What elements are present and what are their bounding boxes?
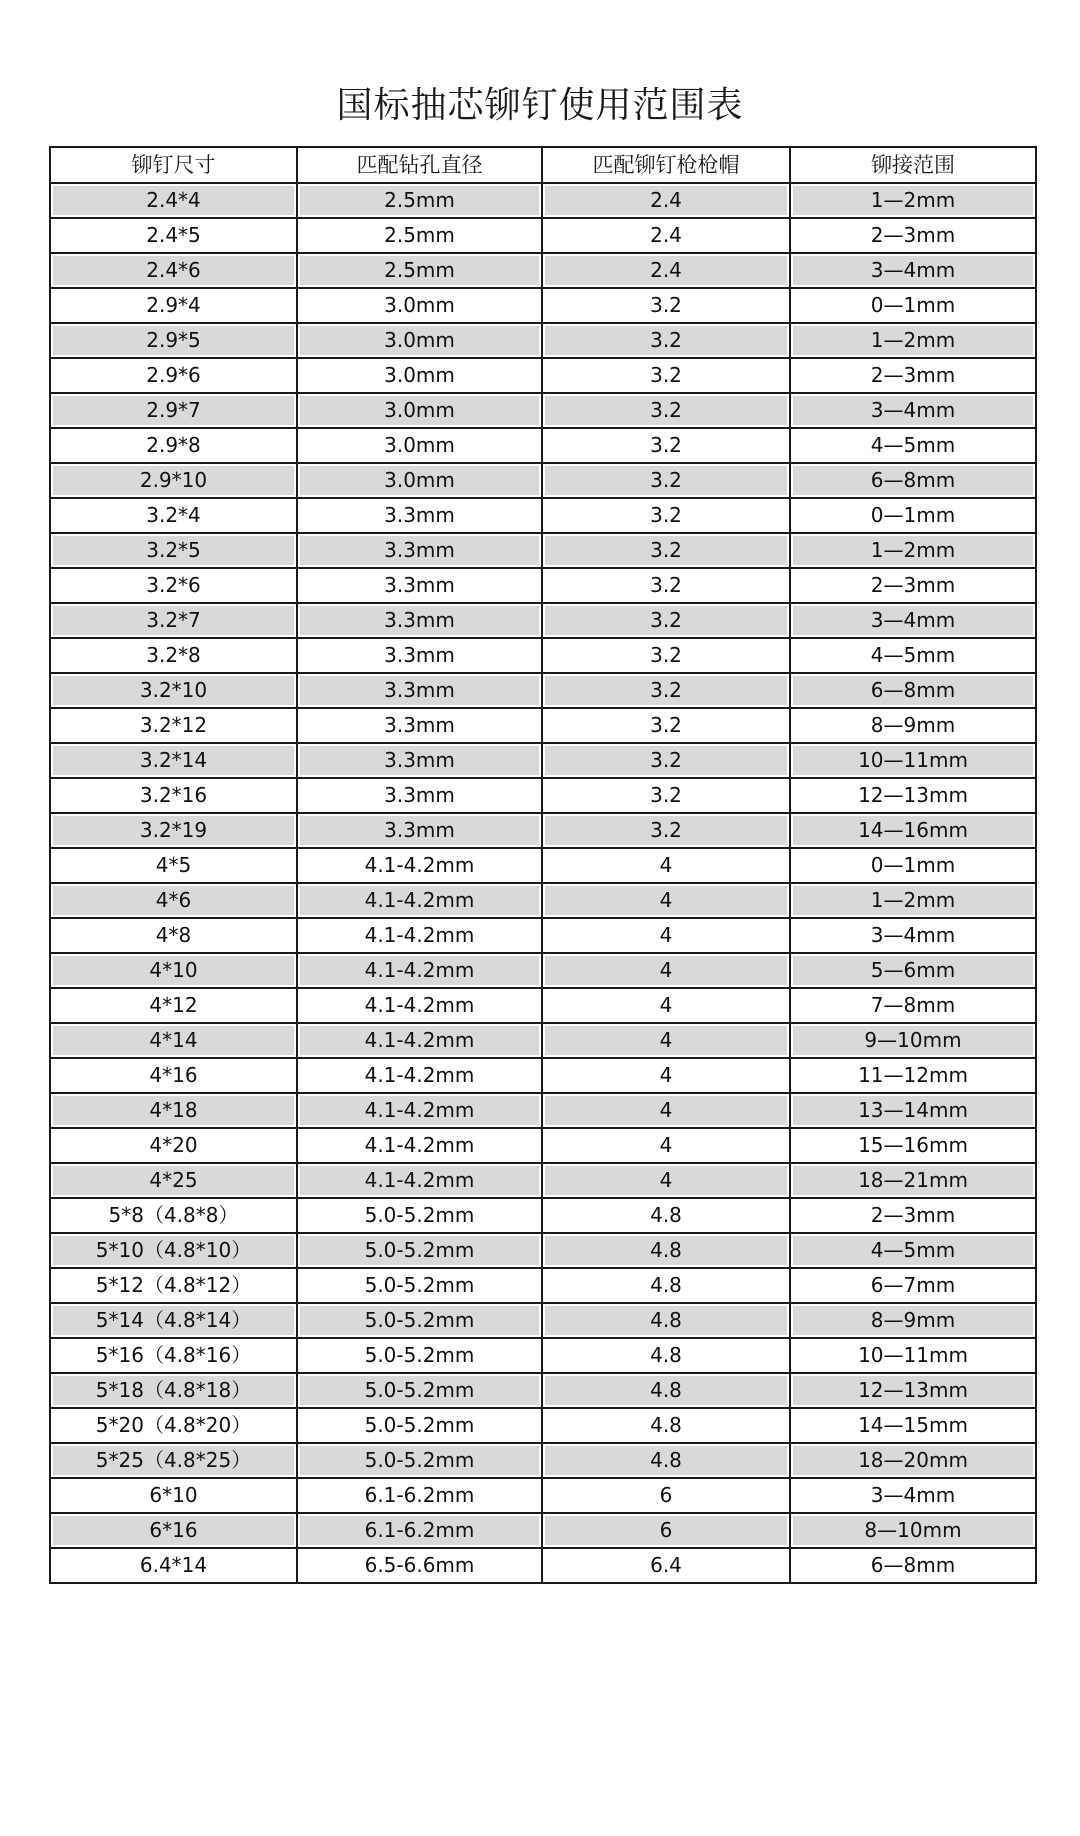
cell-grip-range: 0—1mm	[790, 848, 1036, 883]
cell-drill-diameter: 3.3mm	[297, 498, 542, 533]
cell-rivet-size: 2.4*5	[50, 218, 297, 253]
cell-rivet-size: 4*12	[50, 988, 297, 1023]
table-row	[50, 848, 1036, 883]
cell-gun-nozzle: 3.2	[542, 323, 790, 358]
table-row	[50, 1548, 1036, 1583]
header-drill-diameter: 匹配钻孔直径	[297, 147, 542, 183]
cell-drill-diameter: 3.0mm	[297, 358, 542, 393]
cell-rivet-size: 2.9*5	[50, 323, 297, 358]
cell-gun-nozzle: 4.8	[542, 1373, 790, 1408]
cell-grip-range: 4—5mm	[790, 638, 1036, 673]
table-row	[50, 918, 1036, 953]
cell-gun-nozzle: 3.2	[542, 498, 790, 533]
table-row	[50, 1128, 1036, 1163]
cell-gun-nozzle: 3.2	[542, 743, 790, 778]
table-row	[50, 988, 1036, 1023]
cell-rivet-size: 3.2*16	[50, 778, 297, 813]
cell-drill-diameter: 2.5mm	[297, 183, 542, 218]
cell-rivet-size: 2.9*4	[50, 288, 297, 323]
cell-rivet-size: 5*12（4.8*12）	[50, 1268, 297, 1303]
cell-grip-range: 3—4mm	[790, 918, 1036, 953]
cell-grip-range: 10—11mm	[790, 743, 1036, 778]
cell-gun-nozzle: 4	[542, 1128, 790, 1163]
cell-drill-diameter: 5.0-5.2mm	[297, 1198, 542, 1233]
cell-drill-diameter: 4.1-4.2mm	[297, 918, 542, 953]
cell-grip-range: 6—8mm	[790, 463, 1036, 498]
table-row	[50, 1408, 1036, 1443]
cell-gun-nozzle: 4.8	[542, 1198, 790, 1233]
cell-rivet-size: 4*18	[50, 1093, 297, 1128]
cell-rivet-size: 4*25	[50, 1163, 297, 1198]
cell-grip-range: 18—21mm	[790, 1163, 1036, 1198]
table-row	[50, 638, 1036, 673]
table-row	[50, 673, 1036, 708]
cell-grip-range: 6—8mm	[790, 1548, 1036, 1583]
cell-gun-nozzle: 4	[542, 1058, 790, 1093]
cell-rivet-size: 4*5	[50, 848, 297, 883]
cell-drill-diameter: 6.1-6.2mm	[297, 1513, 542, 1548]
header-grip-range: 铆接范围	[790, 147, 1036, 183]
cell-grip-range: 8—9mm	[790, 708, 1036, 743]
cell-gun-nozzle: 4	[542, 953, 790, 988]
cell-grip-range: 2—3mm	[790, 218, 1036, 253]
cell-grip-range: 15—16mm	[790, 1128, 1036, 1163]
cell-drill-diameter: 3.0mm	[297, 323, 542, 358]
cell-gun-nozzle: 3.2	[542, 603, 790, 638]
table-row	[50, 1198, 1036, 1233]
cell-drill-diameter: 4.1-4.2mm	[297, 1023, 542, 1058]
cell-gun-nozzle: 3.2	[542, 463, 790, 498]
cell-grip-range: 12—13mm	[790, 778, 1036, 813]
cell-gun-nozzle: 4.8	[542, 1303, 790, 1338]
cell-grip-range: 13—14mm	[790, 1093, 1036, 1128]
cell-grip-range: 14—15mm	[790, 1408, 1036, 1443]
cell-gun-nozzle: 3.2	[542, 638, 790, 673]
cell-grip-range: 7—8mm	[790, 988, 1036, 1023]
cell-gun-nozzle: 4.8	[542, 1338, 790, 1373]
cell-gun-nozzle: 3.2	[542, 288, 790, 323]
cell-gun-nozzle: 4	[542, 988, 790, 1023]
cell-drill-diameter: 5.0-5.2mm	[297, 1408, 542, 1443]
cell-rivet-size: 2.9*8	[50, 428, 297, 463]
cell-drill-diameter: 4.1-4.2mm	[297, 1128, 542, 1163]
cell-gun-nozzle: 3.2	[542, 568, 790, 603]
cell-grip-range: 1—2mm	[790, 323, 1036, 358]
table-row	[50, 1303, 1036, 1338]
cell-rivet-size: 2.4*6	[50, 253, 297, 288]
table-row	[50, 463, 1036, 498]
cell-drill-diameter: 3.0mm	[297, 428, 542, 463]
cell-gun-nozzle: 3.2	[542, 708, 790, 743]
cell-drill-diameter: 3.3mm	[297, 603, 542, 638]
cell-rivet-size: 5*8（4.8*8）	[50, 1198, 297, 1233]
cell-drill-diameter: 5.0-5.2mm	[297, 1268, 542, 1303]
table-row	[50, 533, 1036, 568]
table-row	[50, 218, 1036, 253]
cell-rivet-size: 5*18（4.8*18）	[50, 1373, 297, 1408]
table-row	[50, 323, 1036, 358]
cell-gun-nozzle: 4.8	[542, 1233, 790, 1268]
cell-rivet-size: 2.9*7	[50, 393, 297, 428]
cell-grip-range: 14—16mm	[790, 813, 1036, 848]
cell-drill-diameter: 5.0-5.2mm	[297, 1338, 542, 1373]
cell-drill-diameter: 5.0-5.2mm	[297, 1373, 542, 1408]
cell-grip-range: 10—11mm	[790, 1338, 1036, 1373]
cell-rivet-size: 6*10	[50, 1478, 297, 1513]
table-header-row	[50, 147, 1036, 183]
cell-rivet-size: 3.2*19	[50, 813, 297, 848]
table-row	[50, 953, 1036, 988]
table-row	[50, 1093, 1036, 1128]
cell-rivet-size: 2.9*10	[50, 463, 297, 498]
table-row	[50, 743, 1036, 778]
table-row	[50, 253, 1036, 288]
cell-drill-diameter: 6.5-6.6mm	[297, 1548, 542, 1583]
cell-rivet-size: 3.2*5	[50, 533, 297, 568]
cell-rivet-size: 5*16（4.8*16）	[50, 1338, 297, 1373]
cell-rivet-size: 3.2*12	[50, 708, 297, 743]
cell-grip-range: 2—3mm	[790, 358, 1036, 393]
cell-rivet-size: 5*10（4.8*10）	[50, 1233, 297, 1268]
cell-drill-diameter: 3.3mm	[297, 568, 542, 603]
table-row	[50, 288, 1036, 323]
table-row	[50, 358, 1036, 393]
cell-gun-nozzle: 4	[542, 918, 790, 953]
cell-grip-range: 3—4mm	[790, 253, 1036, 288]
cell-drill-diameter: 4.1-4.2mm	[297, 988, 542, 1023]
cell-rivet-size: 2.4*4	[50, 183, 297, 218]
cell-rivet-size: 3.2*10	[50, 673, 297, 708]
cell-rivet-size: 3.2*8	[50, 638, 297, 673]
table-row	[50, 1268, 1036, 1303]
cell-drill-diameter: 2.5mm	[297, 218, 542, 253]
table-row	[50, 568, 1036, 603]
cell-drill-diameter: 3.3mm	[297, 743, 542, 778]
cell-gun-nozzle: 4	[542, 883, 790, 918]
cell-drill-diameter: 4.1-4.2mm	[297, 848, 542, 883]
cell-gun-nozzle: 3.2	[542, 393, 790, 428]
cell-grip-range: 1—2mm	[790, 883, 1036, 918]
table-row	[50, 1373, 1036, 1408]
cell-rivet-size: 4*16	[50, 1058, 297, 1093]
cell-gun-nozzle: 2.4	[542, 183, 790, 218]
cell-drill-diameter: 2.5mm	[297, 253, 542, 288]
cell-rivet-size: 4*10	[50, 953, 297, 988]
table-row	[50, 1513, 1036, 1548]
cell-drill-diameter: 6.1-6.2mm	[297, 1478, 542, 1513]
table-row	[50, 708, 1036, 743]
cell-grip-range: 2—3mm	[790, 1198, 1036, 1233]
cell-gun-nozzle: 4	[542, 1023, 790, 1058]
table-row	[50, 393, 1036, 428]
cell-gun-nozzle: 4	[542, 848, 790, 883]
cell-grip-range: 0—1mm	[790, 498, 1036, 533]
cell-drill-diameter: 3.3mm	[297, 778, 542, 813]
cell-drill-diameter: 4.1-4.2mm	[297, 953, 542, 988]
cell-gun-nozzle: 6	[542, 1513, 790, 1548]
cell-gun-nozzle: 4.8	[542, 1408, 790, 1443]
table-row	[50, 1233, 1036, 1268]
cell-grip-range: 0—1mm	[790, 288, 1036, 323]
cell-drill-diameter: 5.0-5.2mm	[297, 1233, 542, 1268]
cell-gun-nozzle: 3.2	[542, 533, 790, 568]
cell-gun-nozzle: 4	[542, 1163, 790, 1198]
cell-grip-range: 11—12mm	[790, 1058, 1036, 1093]
cell-grip-range: 18—20mm	[790, 1443, 1036, 1478]
cell-rivet-size: 2.9*6	[50, 358, 297, 393]
table-row	[50, 883, 1036, 918]
cell-drill-diameter: 4.1-4.2mm	[297, 1163, 542, 1198]
table-row	[50, 1163, 1036, 1198]
cell-rivet-size: 5*14（4.8*14）	[50, 1303, 297, 1338]
cell-drill-diameter: 4.1-4.2mm	[297, 883, 542, 918]
cell-gun-nozzle: 3.2	[542, 778, 790, 813]
cell-gun-nozzle: 3.2	[542, 673, 790, 708]
cell-rivet-size: 4*6	[50, 883, 297, 918]
cell-rivet-size: 5*25（4.8*25）	[50, 1443, 297, 1478]
cell-drill-diameter: 3.3mm	[297, 708, 542, 743]
cell-drill-diameter: 3.3mm	[297, 533, 542, 568]
cell-rivet-size: 3.2*6	[50, 568, 297, 603]
cell-grip-range: 4—5mm	[790, 428, 1036, 463]
cell-grip-range: 6—8mm	[790, 673, 1036, 708]
cell-grip-range: 6—7mm	[790, 1268, 1036, 1303]
cell-drill-diameter: 3.0mm	[297, 288, 542, 323]
cell-gun-nozzle: 4	[542, 1093, 790, 1128]
cell-gun-nozzle: 3.2	[542, 813, 790, 848]
cell-gun-nozzle: 3.2	[542, 358, 790, 393]
cell-grip-range: 2—3mm	[790, 568, 1036, 603]
table-row	[50, 1443, 1036, 1478]
cell-gun-nozzle: 3.2	[542, 428, 790, 463]
table-row	[50, 778, 1036, 813]
rivet-range-table	[49, 146, 1037, 1584]
table-row	[50, 1023, 1036, 1058]
table-row	[50, 813, 1036, 848]
cell-gun-nozzle: 6	[542, 1478, 790, 1513]
cell-rivet-size: 3.2*7	[50, 603, 297, 638]
cell-rivet-size: 4*20	[50, 1128, 297, 1163]
cell-rivet-size: 3.2*14	[50, 743, 297, 778]
table-row	[50, 498, 1036, 533]
cell-drill-diameter: 5.0-5.2mm	[297, 1303, 542, 1338]
table-row	[50, 603, 1036, 638]
cell-grip-range: 3—4mm	[790, 603, 1036, 638]
cell-rivet-size: 3.2*4	[50, 498, 297, 533]
cell-grip-range: 5—6mm	[790, 953, 1036, 988]
table-row	[50, 183, 1036, 218]
cell-grip-range: 12—13mm	[790, 1373, 1036, 1408]
cell-drill-diameter: 3.0mm	[297, 393, 542, 428]
cell-grip-range: 1—2mm	[790, 533, 1036, 568]
cell-gun-nozzle: 6.4	[542, 1548, 790, 1583]
cell-gun-nozzle: 4.8	[542, 1268, 790, 1303]
cell-grip-range: 3—4mm	[790, 1478, 1036, 1513]
cell-rivet-size: 6*16	[50, 1513, 297, 1548]
cell-drill-diameter: 4.1-4.2mm	[297, 1093, 542, 1128]
cell-rivet-size: 4*14	[50, 1023, 297, 1058]
cell-drill-diameter: 3.0mm	[297, 463, 542, 498]
cell-drill-diameter: 4.1-4.2mm	[297, 1058, 542, 1093]
page-title: 国标抽芯铆钉使用范围表	[336, 85, 744, 127]
cell-gun-nozzle: 2.4	[542, 218, 790, 253]
table-container	[49, 146, 1035, 1584]
header-rivet-size: 铆钉尺寸	[50, 147, 297, 183]
cell-drill-diameter: 3.3mm	[297, 673, 542, 708]
cell-rivet-size: 5*20（4.8*20）	[50, 1408, 297, 1443]
table-row	[50, 1058, 1036, 1093]
cell-drill-diameter: 3.3mm	[297, 638, 542, 673]
cell-gun-nozzle: 4.8	[542, 1443, 790, 1478]
cell-drill-diameter: 5.0-5.2mm	[297, 1443, 542, 1478]
table-row	[50, 428, 1036, 463]
cell-grip-range: 8—9mm	[790, 1303, 1036, 1338]
cell-rivet-size: 4*8	[50, 918, 297, 953]
cell-grip-range: 3—4mm	[790, 393, 1036, 428]
table-row	[50, 1338, 1036, 1373]
cell-grip-range: 8—10mm	[790, 1513, 1036, 1548]
table-row	[50, 1478, 1036, 1513]
cell-drill-diameter: 3.3mm	[297, 813, 542, 848]
table-body	[50, 183, 1036, 1583]
header-gun-nozzle: 匹配铆钉枪枪帽	[542, 147, 790, 183]
cell-rivet-size: 6.4*14	[50, 1548, 297, 1583]
cell-grip-range: 9—10mm	[790, 1023, 1036, 1058]
cell-grip-range: 1—2mm	[790, 183, 1036, 218]
cell-gun-nozzle: 2.4	[542, 253, 790, 288]
cell-grip-range: 4—5mm	[790, 1233, 1036, 1268]
